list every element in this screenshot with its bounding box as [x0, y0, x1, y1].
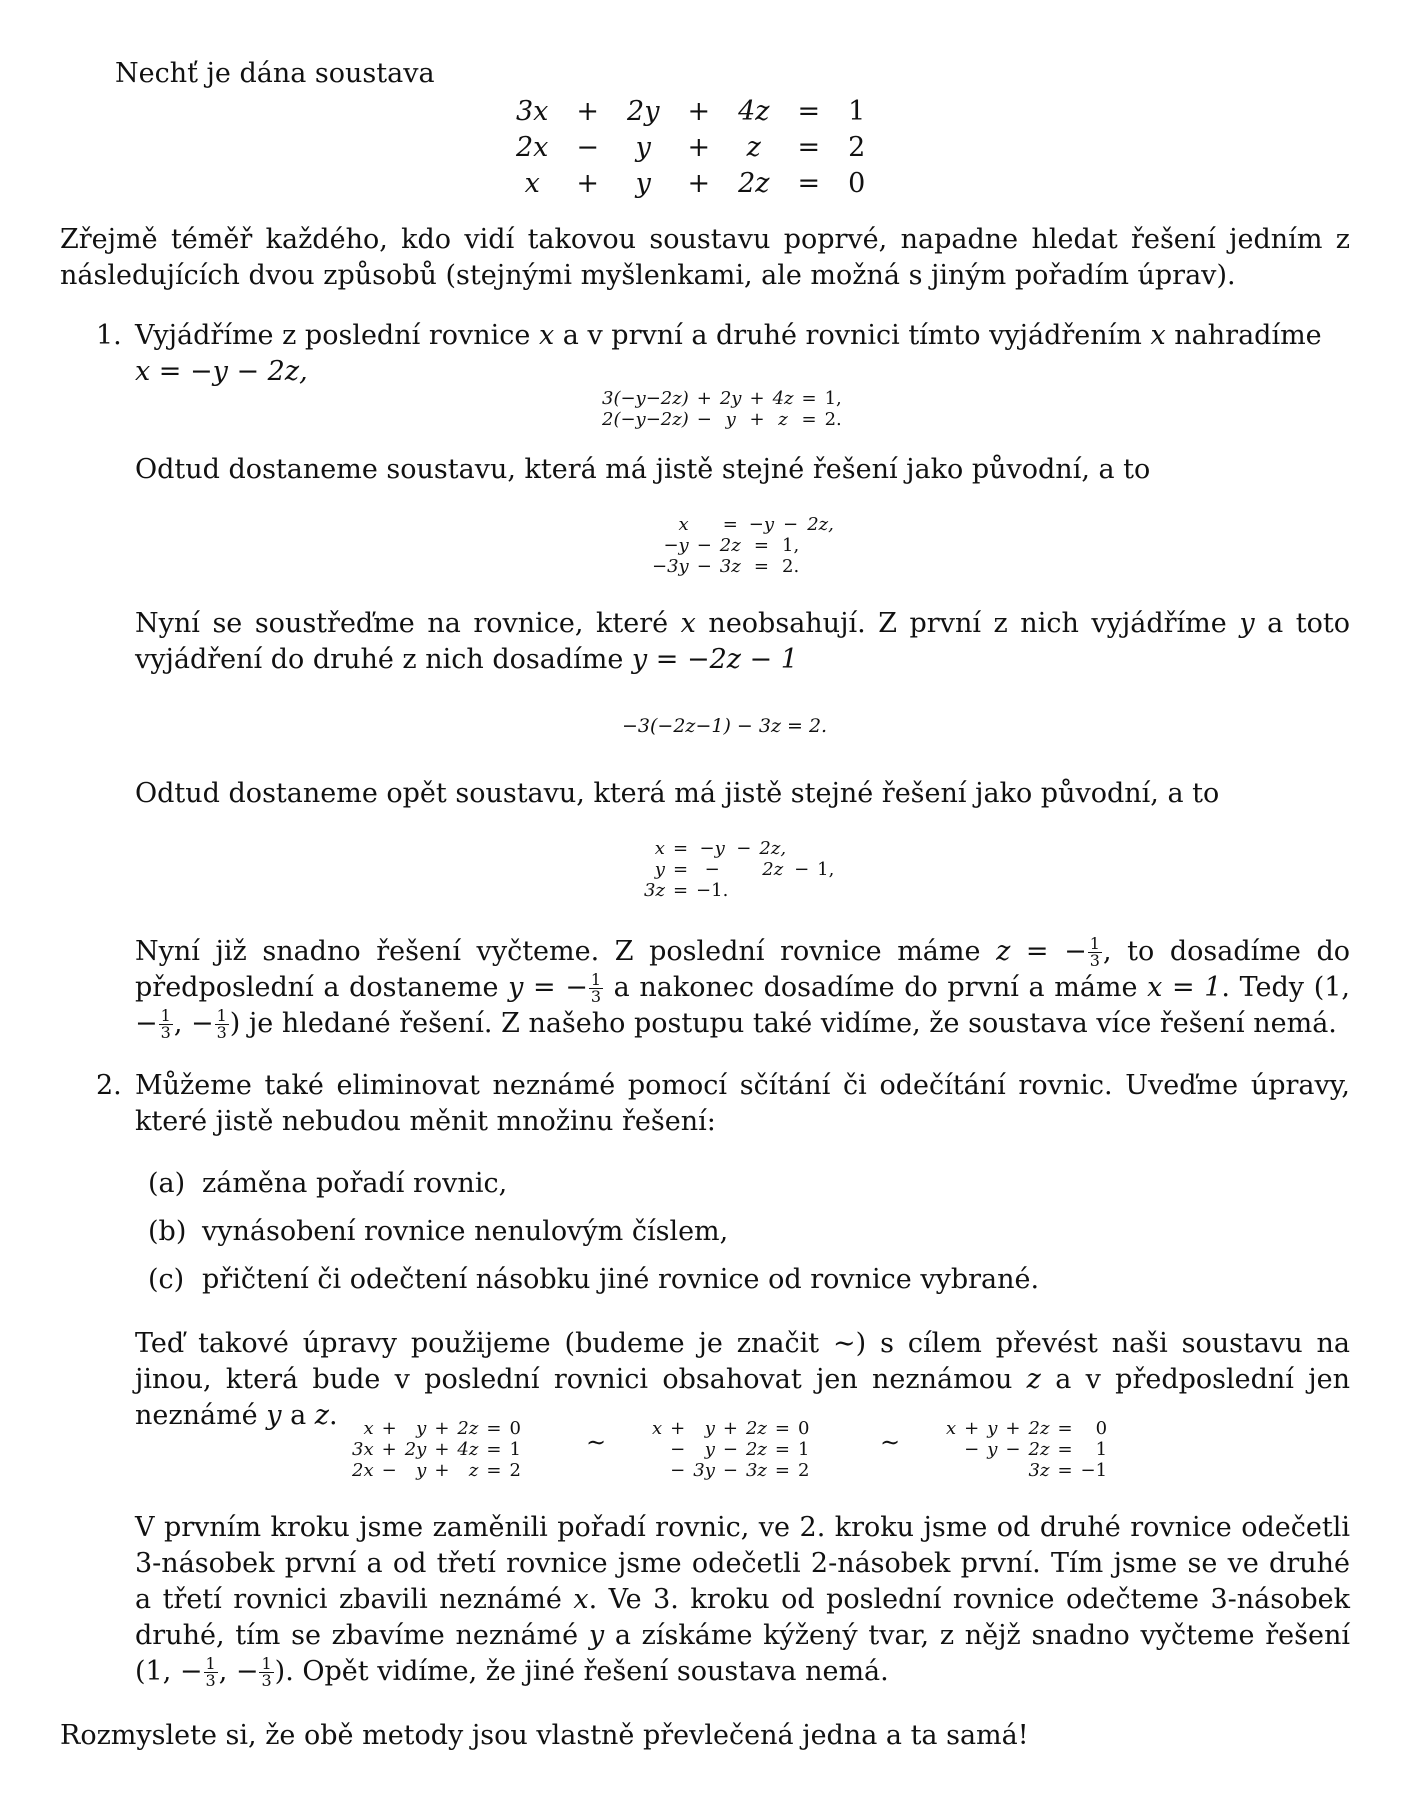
math-expr: (1, −	[135, 972, 1350, 1039]
eq-cell: −	[794, 859, 810, 880]
item1-eq-b	[648, 514, 838, 577]
system-row	[502, 166, 879, 202]
text-run: Nyní se soustřeďme na rovnice, které	[135, 608, 681, 639]
eq-cell: +	[696, 388, 712, 409]
eq-cell: =	[797, 168, 821, 199]
eq-cell: −	[704, 859, 720, 880]
eq-cell: −	[381, 1460, 397, 1481]
eq-cell: =	[774, 1439, 790, 1460]
text-run: a v předposlední jen neznámé	[135, 1364, 1350, 1431]
eq-cell: 0	[1095, 1418, 1108, 1439]
eq-cell: +	[381, 1439, 397, 1460]
eq-cell: +	[434, 1418, 450, 1439]
text-run: a toto vyjádření do druhé z nich dosadíme	[135, 608, 1350, 675]
text-run: . Ve 3. kroku od poslední rovnice odečteme 3-násobek druhé, tím se zbavíme neznámé	[135, 1584, 1350, 1651]
eq-cell: +	[687, 96, 711, 127]
item1-text-d: Odtud dostaneme soustavu, která má jistě stejné řešení jako původní, a to	[135, 454, 1151, 485]
math-var: x	[1150, 320, 1166, 351]
frac-num: 1	[1089, 934, 1100, 953]
subitem-text: záměna pořadí rovnic,	[202, 1168, 508, 1199]
eq-cell: 3z	[644, 880, 665, 901]
math-var: z	[314, 1400, 330, 1431]
eq-cell: 2z	[745, 1418, 767, 1439]
eq-cell	[732, 859, 755, 880]
text-run: Nyní již snadno řešení vyčteme. Z poslední rovnice máme	[135, 936, 997, 967]
eq-cell: 2z,	[807, 514, 834, 535]
eq-cell: y	[987, 1418, 998, 1439]
eq-row	[942, 1418, 1111, 1439]
eq-cell: y	[704, 1418, 715, 1439]
eq-cell: =	[672, 838, 689, 859]
math-var: y	[588, 1620, 605, 1651]
eq-cell: x	[654, 838, 665, 859]
math-expr: )	[229, 1008, 241, 1039]
eq-row	[598, 388, 846, 409]
eq-row	[648, 1439, 813, 1460]
eq-cell: 2	[798, 1460, 810, 1481]
frac-num: 1	[160, 1006, 171, 1025]
eq-cell	[942, 1439, 960, 1460]
text-run: a	[281, 1400, 315, 1431]
fraction	[589, 972, 603, 1005]
eq-cell: =	[672, 859, 689, 880]
eq-cell: =	[486, 1418, 502, 1439]
eq-cell	[803, 535, 838, 556]
eq-cell: 4z	[772, 388, 794, 409]
frac-num: 1	[261, 1654, 272, 1673]
subitem-label: (c)	[148, 1264, 185, 1295]
paragraph-intro: Zřejmě téměř každého, kdo vidí takovou soustavu poprvé, napadne hledat řešení jedním z následujících dvou způsobů (stejnými myšlenkami, ale možná s jiným pořadím úprav).	[60, 224, 1350, 291]
text-run: a v první a druhé rovnici tímto vyjádřením	[554, 320, 1151, 351]
eq-cell: 4z	[738, 96, 770, 127]
text-run: a získáme kýžený tvar, z nějž snadno vyčteme řešení	[604, 1620, 1350, 1651]
math-expr: y = −2z − 1	[631, 644, 798, 675]
eq-cell: +	[381, 1418, 397, 1439]
eq-cell	[648, 1439, 666, 1460]
item2-sys2	[648, 1418, 813, 1481]
text-run: Teď takové úpravy použijeme (budeme je značit ∼) s cílem převést naši soustavu na jinou, která bude v poslední rovnici obsahovat jen neznámou	[135, 1328, 1350, 1395]
frac-num: 1	[590, 970, 602, 989]
fraction	[204, 1656, 218, 1689]
text-run: je hledané řešení. Z našeho postupu také vidíme, že soustava více řešení nemá.	[240, 1008, 1337, 1039]
eq-row	[640, 880, 838, 901]
text-run: nahradíme	[1165, 320, 1322, 351]
eq-cell	[790, 838, 813, 859]
eq-cell	[790, 880, 813, 901]
item2-sys1	[348, 1418, 525, 1481]
item1-eq-a	[598, 388, 846, 430]
eq-cell	[732, 880, 755, 901]
item1-intro	[135, 318, 1350, 390]
eq-cell: =	[486, 1460, 502, 1481]
eq-cell: y	[635, 132, 651, 163]
eq-cell: 0	[798, 1418, 810, 1439]
eq-cell: 2z	[1028, 1439, 1050, 1460]
item-number: 2.	[96, 1070, 122, 1101]
item2-text-c	[135, 1510, 1350, 1690]
math-expr: (1, −	[135, 1656, 203, 1687]
item1-eq-d	[640, 838, 838, 901]
eq-cell: 2z,	[759, 838, 787, 859]
eq-cell: −	[696, 535, 712, 556]
eq-cell: −	[783, 514, 799, 535]
item1-text-g	[135, 934, 1350, 1042]
eq-row	[640, 838, 838, 859]
eq-cell: 2.	[824, 409, 842, 430]
eq-cell: 2(−y−2z)	[602, 409, 689, 430]
item2-intro: Můžeme také eliminovat neznámé pomocí sčítání či odečítání rovnic. Uveďme úpravy, které jistě nebudou měnit množinu řešení:	[135, 1070, 1350, 1137]
math-var: y	[266, 1400, 282, 1431]
eq-cell: =	[797, 96, 821, 127]
eq-cell: +	[434, 1460, 450, 1481]
eq-row	[598, 409, 846, 430]
eq-cell: 2z	[1028, 1418, 1050, 1439]
text-run: , to dosadíme do předposlední a dostaneme	[135, 936, 1350, 1003]
eq-cell: 2y	[404, 1439, 427, 1460]
eq-cell: 3z	[745, 1460, 767, 1481]
math-expr: )	[274, 1656, 286, 1687]
eq-cell: +	[749, 388, 765, 409]
eq-cell: 1,	[824, 388, 842, 409]
math-var: x	[680, 608, 696, 639]
fraction	[259, 1656, 273, 1689]
eq-cell: y	[654, 859, 665, 880]
eq-cell	[942, 1460, 960, 1481]
system-row	[502, 130, 879, 166]
eq-cell: +	[749, 409, 765, 430]
eq-cell: −1.	[696, 880, 729, 901]
eq-cell: =	[801, 409, 817, 430]
eq-cell: 1	[509, 1439, 521, 1460]
eq-cell: +	[964, 1418, 980, 1439]
eq-cell: z	[746, 132, 761, 163]
tilde-symbol: ∼	[586, 1428, 607, 1456]
eq-cell: −	[670, 1460, 686, 1481]
eq-cell: 2z	[738, 168, 770, 199]
eq-cell: 1	[798, 1439, 810, 1460]
eq-cell: 2	[848, 132, 866, 163]
text-run: . Tedy	[1221, 972, 1314, 1003]
eq-cell: +	[576, 96, 600, 127]
math-var: z	[1026, 1364, 1041, 1395]
eq-cell: 2x	[352, 1460, 374, 1481]
eq-cell: −	[670, 1439, 686, 1460]
eq-row	[348, 1439, 525, 1460]
eq-cell: 2y	[627, 96, 660, 127]
eq-cell: −	[964, 1439, 980, 1460]
eq-cell	[803, 556, 838, 577]
eq-cell	[813, 880, 838, 901]
eq-cell	[983, 1460, 1001, 1481]
eq-cell: −	[1005, 1439, 1021, 1460]
item2-text-b: Teď takové úpravy použijeme (budeme je značit ∼) s cílem převést naši soustavu na jinou, která bude v poslední rovnici obsahovat jen neznámou z a v předposlední jen neznámé y a z.	[135, 1328, 1350, 1431]
closing-text: Rozmyslete si, že obě metody jsou vlastně převlečená jedna a ta samá!	[60, 1720, 1029, 1751]
eq-cell: −y	[663, 535, 689, 556]
eq-cell: −y	[748, 514, 774, 535]
eq-cell: +	[687, 168, 711, 199]
eq-row	[348, 1418, 525, 1439]
subitem-text: přičtení či odečtení násobku jiné rovnice od rovnice vybrané.	[202, 1264, 1040, 1295]
eq-cell: 2.	[782, 556, 800, 577]
math-var: x	[573, 1584, 589, 1615]
eq-row	[648, 1418, 813, 1439]
item1-text-f: Odtud dostaneme opět soustavu, která má jistě stejné řešení jako původní, a to	[135, 778, 1220, 809]
text-run: V prvním kroku jsme zaměnili pořadí rovnic, ve 2. kroku jsme od druhé rovnice odečetli 3-násobek první a od třetí rovnice jsme odečetli 2-násobek první. Tím jsme se ve druhé a třetí rovnici zbavili neznámé	[135, 1512, 1350, 1615]
eq-cell: x	[524, 168, 540, 199]
eq-cell: 0	[848, 168, 866, 199]
eq-cell: −	[736, 838, 752, 859]
eq-cell: x	[678, 514, 689, 535]
math-expr: x = 1	[1147, 972, 1222, 1003]
eq-cell: y	[725, 409, 736, 430]
eq-cell: +	[1005, 1418, 1021, 1439]
math-expr: x = −y − 2z,	[135, 356, 308, 387]
frac-den: 3	[216, 1023, 227, 1042]
eq-cell: −y	[699, 838, 725, 859]
item-number: 1.	[96, 320, 122, 351]
eq-row	[348, 1460, 525, 1481]
tilde-symbol: ∼	[880, 1428, 901, 1456]
eq-cell: 2x	[516, 132, 549, 163]
frac-den: 3	[160, 1023, 171, 1042]
eq-cell: −	[722, 1439, 738, 1460]
eq-cell	[1001, 1460, 1024, 1481]
eq-cell: +	[687, 132, 711, 163]
eq-cell: =	[797, 132, 821, 163]
eq-cell: −	[576, 132, 600, 163]
eq-cell: =	[1057, 1418, 1073, 1439]
eq-cell: 3z	[719, 556, 741, 577]
fraction	[1088, 936, 1102, 969]
eq-cell	[693, 514, 716, 535]
eq-cell: 3x	[516, 96, 549, 127]
math-expr: z = −	[996, 936, 1087, 967]
eq-cell: 2y	[719, 388, 742, 409]
eq-cell: 1,	[817, 859, 835, 880]
eq-cell	[960, 1460, 983, 1481]
math-var: y	[1239, 608, 1255, 639]
eq-row	[640, 859, 838, 880]
eq-cell: 3x	[352, 1439, 374, 1460]
subitem-text: vynásobení rovnice nenulovým číslem,	[202, 1216, 729, 1247]
math-expr: y = −	[508, 972, 588, 1003]
eq-cell: 1	[1095, 1439, 1108, 1460]
item1-eq-c: −3(−2z−1) − 3z = 2.	[622, 715, 828, 737]
eq-cell: =	[672, 880, 689, 901]
intro-text: Nechť je dána soustava	[115, 58, 435, 89]
eq-cell: 3(−y−2z)	[602, 388, 689, 409]
eq-cell: 4z	[457, 1439, 479, 1460]
eq-cell: 2z	[719, 535, 741, 556]
eq-cell: x	[652, 1418, 663, 1439]
eq-cell: =	[753, 556, 769, 577]
math-expr: , −	[173, 1008, 214, 1039]
eq-cell: −	[722, 1460, 738, 1481]
eq-cell: +	[434, 1439, 450, 1460]
frac-den: 3	[261, 1671, 272, 1690]
eq-cell: y	[416, 1418, 427, 1439]
eq-cell: 2z	[762, 859, 784, 880]
eq-cell: +	[670, 1418, 686, 1439]
eq-cell: =	[486, 1439, 502, 1460]
eq-cell: =	[801, 388, 817, 409]
fraction	[215, 1008, 229, 1041]
eq-row	[942, 1439, 1111, 1460]
eq-cell: z	[778, 409, 788, 430]
text-run: . Opět vidíme, že jiné řešení soustava nemá.	[285, 1656, 889, 1687]
eq-cell: +	[722, 1418, 738, 1439]
text-run: a nakonec dosadíme do první a máme	[604, 972, 1148, 1003]
eq-cell: −	[696, 556, 712, 577]
eq-cell: =	[1057, 1439, 1073, 1460]
eq-cell: 2z	[745, 1439, 767, 1460]
eq-cell: x	[363, 1418, 374, 1439]
eq-cell: 3y	[693, 1460, 715, 1481]
fraction	[159, 1008, 173, 1041]
system-row	[502, 94, 879, 130]
text-run: Vyjádříme z poslední rovnice	[135, 320, 539, 351]
eq-cell: =	[722, 514, 738, 535]
subitem-label: (a)	[148, 1168, 186, 1199]
eq-cell: =	[1057, 1460, 1073, 1481]
subitem-label: (b)	[148, 1216, 187, 1247]
eq-cell: 3z	[1028, 1460, 1050, 1481]
eq-cell: 2	[509, 1460, 521, 1481]
eq-cell: y	[416, 1460, 427, 1481]
item2-sys3	[942, 1418, 1111, 1481]
system-equations	[502, 94, 879, 202]
eq-cell: =	[774, 1418, 790, 1439]
eq-cell: 0	[509, 1418, 521, 1439]
eq-cell: y	[704, 1439, 715, 1460]
frac-den: 3	[590, 987, 602, 1006]
eq-cell: −3y	[652, 556, 689, 577]
eq-cell: 2z	[457, 1418, 479, 1439]
eq-cell: −	[696, 409, 712, 430]
eq-row	[942, 1460, 1111, 1481]
eq-cell: x	[946, 1418, 957, 1439]
frac-den: 3	[1089, 951, 1100, 970]
eq-cell	[813, 838, 838, 859]
eq-cell: 1,	[782, 535, 800, 556]
eq-cell: 1	[848, 96, 866, 127]
text-run: neobsahují. Z první z nich vyjádříme	[695, 608, 1240, 639]
eq-cell: −1	[1080, 1460, 1108, 1481]
eq-cell: z	[468, 1460, 479, 1481]
math-var: x	[538, 320, 555, 351]
eq-cell: =	[753, 535, 769, 556]
eq-cell: y	[635, 168, 651, 199]
eq-cell: y	[987, 1439, 998, 1460]
math-expr: , −	[218, 1656, 259, 1687]
frac-num: 1	[216, 1006, 227, 1025]
eq-row	[648, 535, 838, 556]
eq-cell	[648, 1460, 666, 1481]
eq-row	[648, 556, 838, 577]
eq-cell	[755, 880, 790, 901]
frac-num: 1	[205, 1654, 216, 1673]
frac-den: 3	[205, 1671, 216, 1690]
eq-cell: =	[774, 1460, 790, 1481]
eq-cell: +	[576, 168, 600, 199]
item1-text-e	[135, 606, 1350, 678]
eq-row	[648, 1460, 813, 1481]
eq-row	[648, 514, 838, 535]
